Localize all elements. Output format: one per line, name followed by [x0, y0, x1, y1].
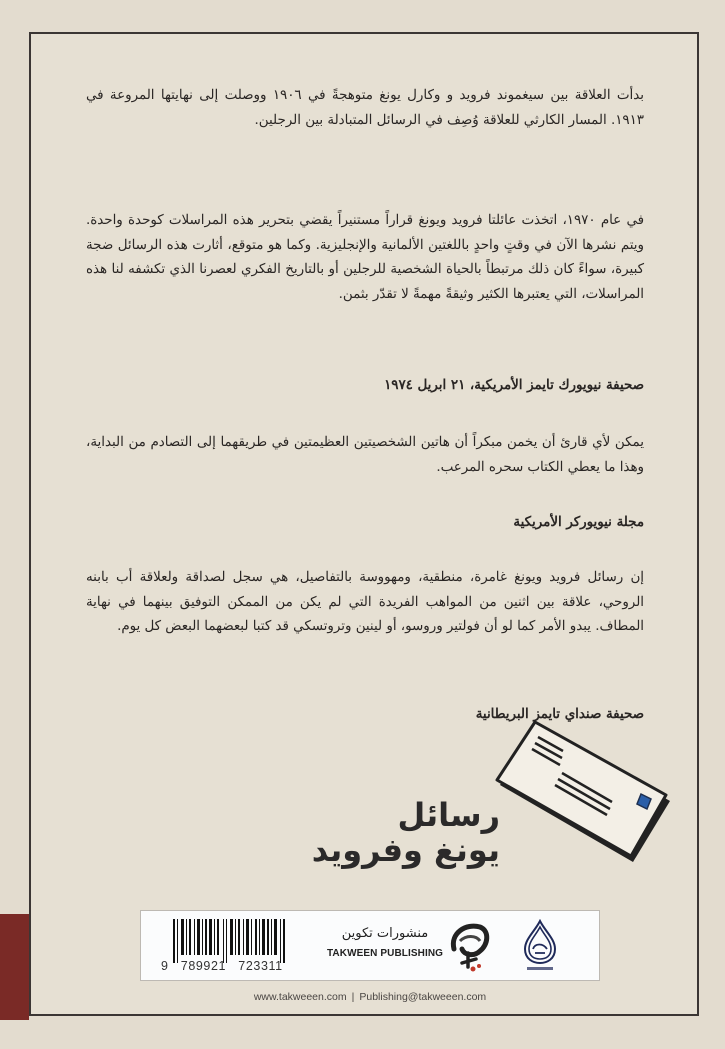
footer-contact: [200, 991, 540, 1003]
review-quote-sunday-times: إن رسائل فرويد ويونغ غامرة، منطقية، ومهووسة بالتفاصيل، هي سجل لصداقة ولعلاقة أب بابنه الروحي، علاقة بين اثنين من المواهب الفريدة التي لم يكن من الممكن التوفيق بينهما في نهاية المطاف. يبدو الأمر كما لو أن فولتير وروسو، أو لينين وتروتسكي قد كتبا لبعضهما البعض كل يوم.: [86, 570, 644, 634]
book-title-line-1: رسائل: [397, 796, 500, 834]
alrafidain-logo-icon: [521, 919, 559, 975]
spine-color-strip: [0, 914, 29, 1020]
review-source-nyt: صحيفة نيويورك تايمز الأمريكية، ٢١ ابريل ١٩٧٤: [384, 377, 644, 393]
email-link[interactable]: Publishing@takweeen.com: [359, 991, 487, 1003]
intro-paragraph-1: بدأت العلاقة بين سيغموند فرويد و وكارل يونغ متوهجةً في ١٩٠٦ ووصلت إلى نهايتها المروعة في ١٩١٣. المسار الكارثي للعلاقة وُصِف في الرسائل المتبادلة بين الرجلين.: [86, 88, 644, 128]
envelope-icon: [490, 715, 675, 865]
takween-logo-icon: [446, 919, 492, 973]
isbn-number: 9 789921 723311: [161, 959, 283, 973]
publisher-name-english: TAKWEEN PUBLISHING: [326, 948, 444, 959]
website-link[interactable]: www.takweeen.com: [253, 991, 347, 1003]
publisher-panel: [140, 910, 600, 981]
book-title-line-2: يونغ وفرويد: [311, 831, 500, 869]
review-quote-new-yorker: يمكن لأي قارئ أن يخمن مبكراً أن هاتين الشخصيتين العظيمتين في طريقهما إلى التصادم من البداية، وهذا ما يعطي الكتاب سحره المرعب.: [86, 435, 644, 475]
footer-separator: |: [351, 991, 355, 1003]
publisher-name-arabic: منشورات تكوين: [341, 926, 429, 941]
review-source-new-yorker: مجلة نيويوركر الأمريكية: [513, 514, 644, 530]
barcode: [173, 919, 285, 963]
intro-paragraph-2: في عام ١٩٧٠، اتخذت عائلتا فرويد ويونغ قراراً مستنيراً يقضي بتحرير هذه المراسلات كوحدة واحدة. ويتم نشرها الآن في وقتٍ واحدٍ باللغتين الألمانية والإنجليزية. وكما هو متوقع، أثارت هذه الرسائل ضجة كبيرة، سواءً كان ذلك مرتبطاً بالحياة الشخصية للرجلين أو بالتاريخ الفكري لعصرنا الذي تكشفه لنا هذه المراسلات، التي يعتبرها الكثير وثيقةً مهمةً لا تقدّر بثمن.: [86, 213, 645, 302]
review-source-sunday-times: صحيفة صنداي تايمز البريطانية: [475, 706, 644, 722]
